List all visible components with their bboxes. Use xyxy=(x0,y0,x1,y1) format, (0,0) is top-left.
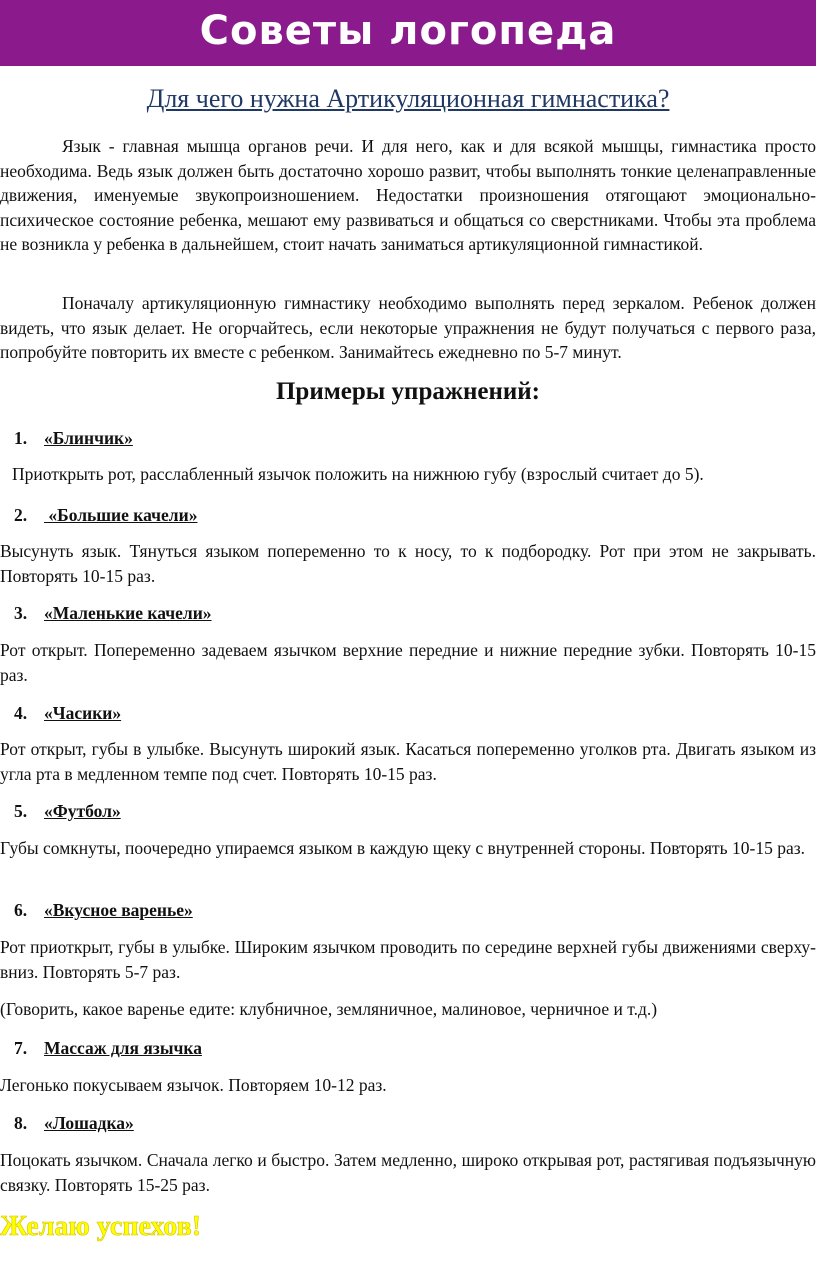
exercise-name: «Вкусное варенье» xyxy=(44,900,193,920)
exercise-name: «Большие качели» xyxy=(44,505,198,525)
intro-paragraph-2: Поначалу артикуляционную гимнастику необходимо выполнять перед зеркалом. Ребенок должен видеть, что язык делает. Не огорчайтесь, если некоторые упражнения не будут получаться с первого раза, попробуйте повторить их вместе с ребенком. Занимайтесь ежедневно по 5-7 минут. xyxy=(0,293,816,362)
exercise-name: «Футбол» xyxy=(44,801,121,821)
exercise-title xyxy=(14,426,133,450)
exercise-description: Рот открыт. Попеременно задеваем язычком верхние передние и нижние передние зубки. Повторять 10-15 раз. xyxy=(0,640,816,685)
exercise-number: 4. xyxy=(14,703,28,723)
exercise-number: 6. xyxy=(14,900,28,920)
exercise-number: 3. xyxy=(14,603,28,623)
exercise-description: Высунуть язык. Тянуться языком попеременно то к носу, то к подбородку. Рот при этом не закрывать. Повторять 10-15 раз. xyxy=(0,541,816,586)
exercise-number: 5. xyxy=(14,801,28,821)
exercise-description: Рот приоткрыт, губы в улыбке. Широким язычком проводить по середине верхней губы движениями сверху-вниз. Повторять 5-7 раз. xyxy=(0,937,816,982)
exercise-title xyxy=(14,701,121,725)
exercise-title xyxy=(14,898,193,922)
exercise-title xyxy=(14,799,121,823)
exercise-description: Приоткрыть рот, расслабленный язычок положить на нижнюю губу (взрослый считает до 5). xyxy=(12,464,704,484)
exercise-title xyxy=(14,1111,134,1135)
banner-title: Советы логопеда xyxy=(199,8,617,54)
exercise-description: Губы сомкнуты, поочередно упираемся языком в каждую щеку с внутренней стороны. Повторять 10-15 раз. xyxy=(0,838,806,858)
exercise-title xyxy=(14,601,212,625)
exercise-description: Легонько покусываем язычок. Повторяем 10-12 раз. xyxy=(0,1075,387,1095)
exercise-number: 7. xyxy=(14,1038,28,1058)
examples-heading: Примеры упражнений: xyxy=(275,378,541,405)
subtitle: Для чего нужна Артикуляционная гимнастика? xyxy=(146,84,670,113)
exercise-description: Рот открыт, губы в улыбке. Высунуть широкий язык. Касаться попеременно уголков рта. Двигать языком из угла рта в медленном темпе под счет. Повторять 10-15 раз. xyxy=(0,739,816,784)
exercise-number: 8. xyxy=(14,1113,28,1133)
exercise-name: «Маленькие качели» xyxy=(44,603,212,623)
exercise-number: 1. xyxy=(14,428,28,448)
exercise-title xyxy=(14,1036,202,1060)
exercise-name: Массаж для язычка xyxy=(44,1038,202,1058)
header-banner xyxy=(0,0,816,66)
exercise-number: 2. xyxy=(14,505,28,525)
exercise-description: Поцокать язычком. Сначала легко и быстро. Затем медленно, широко открывая рот, растягивая подъязычную связку. Повторять 15-25 раз. xyxy=(0,1150,816,1195)
closing-wish: Желаю успехов! xyxy=(0,1211,202,1242)
exercise-title xyxy=(14,503,197,527)
exercise-name: «Часики» xyxy=(44,703,122,723)
exercise-note: (Говорить, какое варенье едите: клубничное, земляничное, малиновое, черничное и т.д.) xyxy=(0,999,658,1019)
exercise-name: «Лошадка» xyxy=(44,1113,134,1133)
intro-paragraph-1: Язык - главная мышца органов речи. И для него, как и для всякой мышцы, гимнастика просто необходима. Ведь язык должен быть достаточно хорошо развит, чтобы выполнять тонкие целенаправленные движения, именуемые звукопроизношением. Недостатки произношения отягощают эмоционально-психическое состояние ребенка, мешают ему развиваться и общаться со сверстниками. Чтобы эта проблема не возникла у ребенка в дальнейшем, стоит начать заниматься артикуляционной гимнастикой. xyxy=(0,136,816,254)
exercise-name: «Блинчик» xyxy=(44,428,133,448)
